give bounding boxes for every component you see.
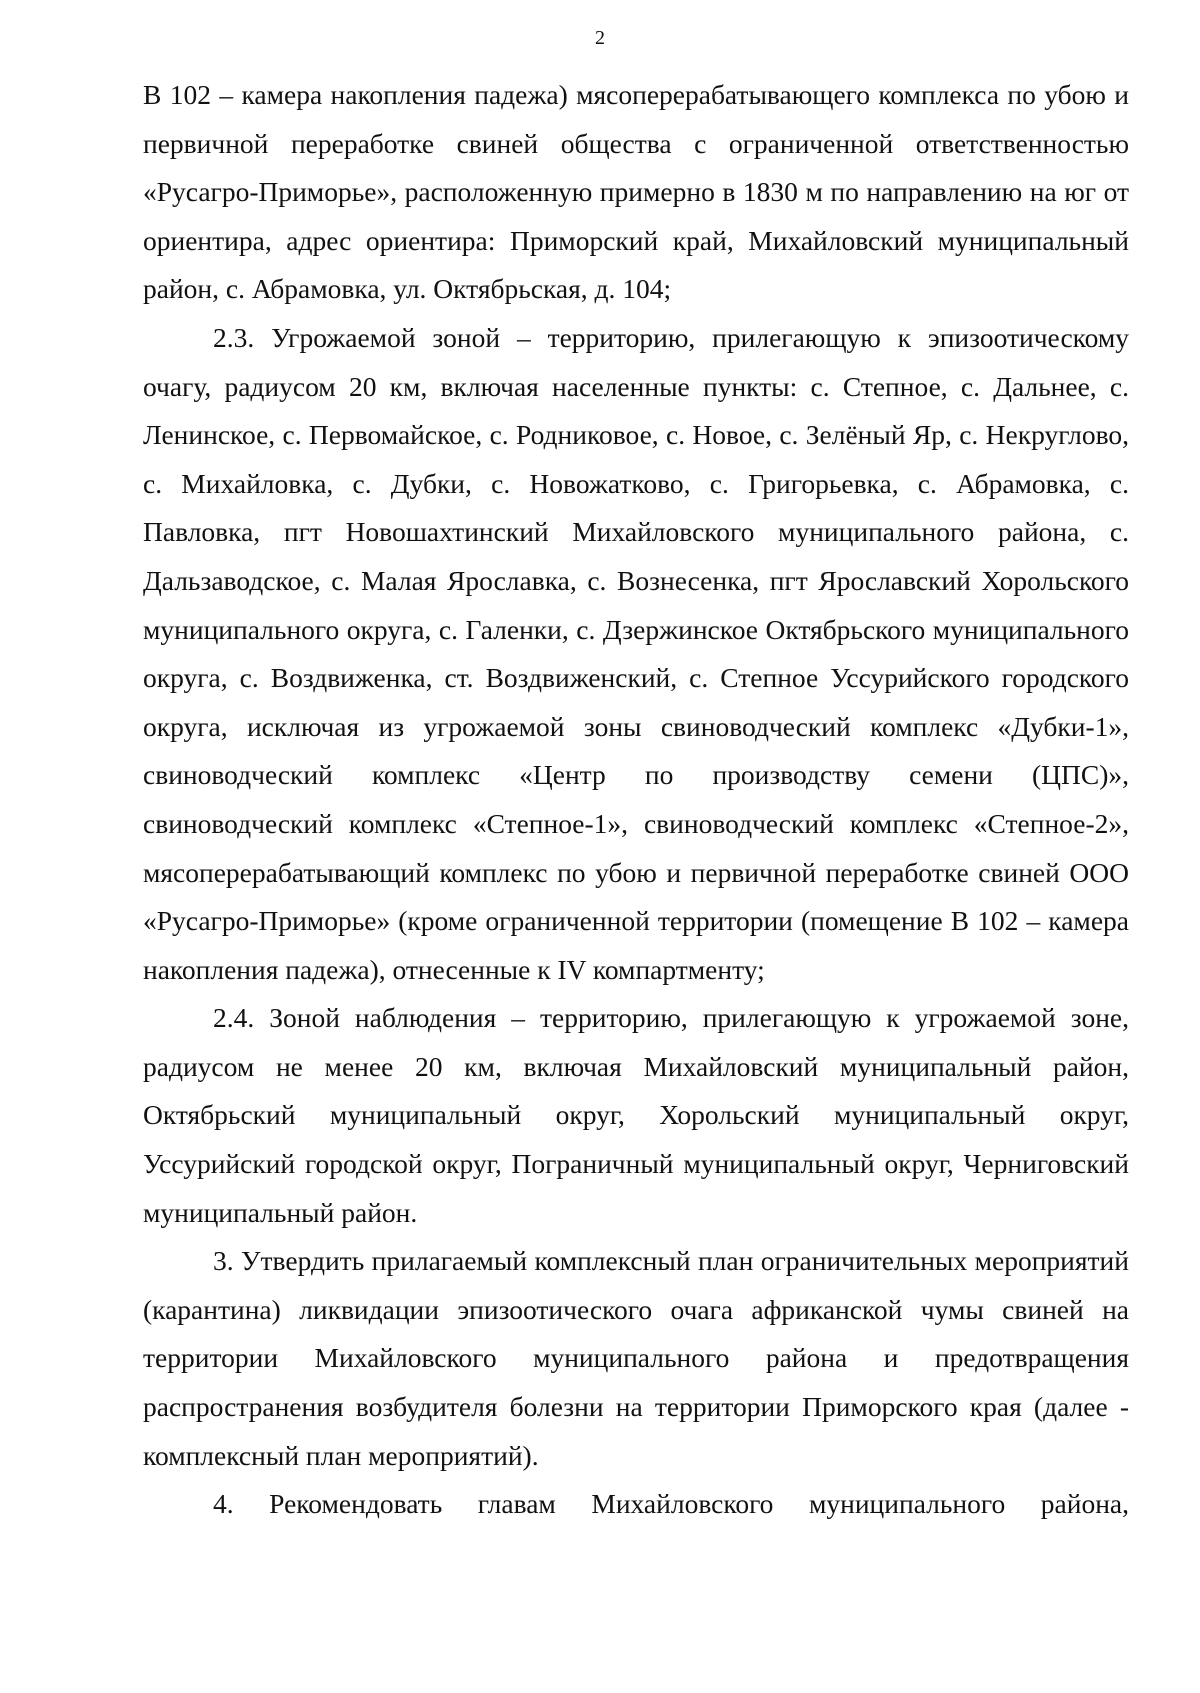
paragraph-3-approve-plan: 3. Утвердить прилагаемый комплексный план ограничительных мероприятий (карантина) ликвидации эпизоотического очага африканской чумы свиней на территории Михайловского муниципального района и предотвращения распространения возбудителя болезни на территории Приморского края (далее - комплексный план мероприятий). <box>143 1245 1129 1471</box>
paragraph-2-4-observation-zone: 2.4. Зоной наблюдения – территорию, прилегающую к угрожаемой зоне, радиусом не менее 20 км, включая Михайловский муниципальный район, Октябрьский муниципальный округ, Хорольский муниципальный округ, Уссурийский городской округ, Пограничный муниципальный округ, Черниговский муниципальный район. <box>143 1002 1129 1228</box>
document-body <box>143 71 1129 1529</box>
paragraph-continuation: В 102 – камера накопления падежа) мясоперерабатывающего комплекса по убою и первичной переработке свиней общества с ограниченной ответственностью «Русагро-Приморье», расположенную примерно в 1830 м по направлению на юг от ориентира, адрес ориентира: Приморский край, Михайловский муниципальный район, с. Абрамовка, ул. Октябрьская, д. 104; <box>143 79 1129 305</box>
paragraph-2-3-threatened-zone: 2.3. Угрожаемой зоной – территорию, прилегающую к эпизоотическому очагу, радиусом 20 км, включая населенные пункты: с. Степное, с. Дальнее, с. Ленинское, с. Первомайское, с. Родниковое, с. Новое, с. Зелёный Яр, с. Некруглово, с. Михайловка, с. Дубки, с. Новожатково, с. Григорьевка, с. Абрамовка, с. Павловка, пгт Новошахтинский Михайловского муниципального района, с. Дальзаводское, с. Малая Ярославка, с. Вознесенка, пгт Ярославский Хорольского муниципального округа, с. Галенки, с. Дзержинское Октябрьского муниципального округа, с. Воздвиженка, ст. Воздвиженский, с. Степное Уссурийского городского округа, исключая из угрожаемой зоны свиноводческий комплекс «Дубки-1», свиноводческий комплекс «Центр по производству семени (ЦПС)», свиноводческий комплекс «Степное-1», свиноводческий комплекс «Степное-2», мясоперерабатывающий комплекс по убою и первичной переработке свиней ООО «Русагро-Приморье» (кроме ограниченной территории (помещение В 102 – камера накопления падежа), отнесенные к IV компартменту; <box>143 321 1129 985</box>
paragraph-4-recommend: 4. Рекомендовать главам Михайловского муниципального района, <box>213 1488 1129 1520</box>
page-number: 2 <box>595 27 605 49</box>
